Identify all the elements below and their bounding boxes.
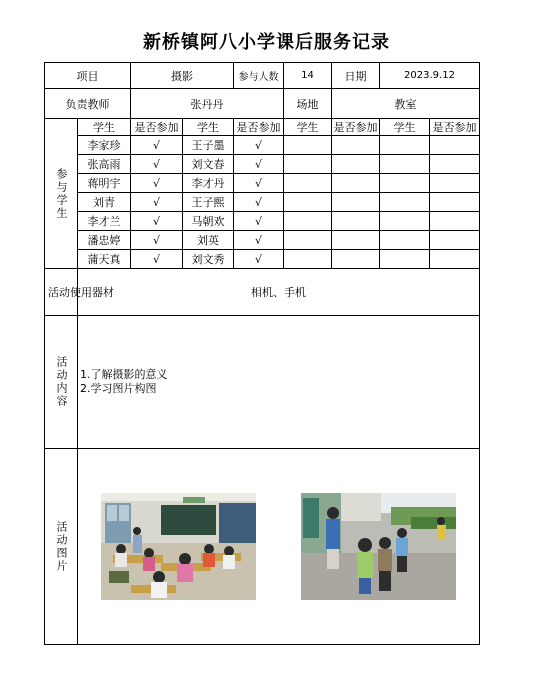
check-mark: √ xyxy=(234,231,284,250)
outdoor-photo xyxy=(301,493,456,600)
page-title: 新桥镇阿八小学课后服务记录 xyxy=(143,32,390,53)
student-name: 王子熙 xyxy=(183,193,234,212)
empty-cell xyxy=(284,212,332,231)
col-attend: 是否参加 xyxy=(332,119,380,136)
table-row xyxy=(45,136,480,155)
check-mark: √ xyxy=(131,155,183,174)
empty-cell xyxy=(284,250,332,269)
empty-cell xyxy=(332,231,380,250)
check-mark: √ xyxy=(131,136,183,155)
project-value: 摄影 xyxy=(131,63,234,89)
student-name: 李才兰 xyxy=(78,212,131,231)
equipment-value: 相机、手机 xyxy=(78,269,480,316)
count-label: 参与人数 xyxy=(234,63,284,89)
col-student: 学生 xyxy=(78,119,131,136)
empty-cell xyxy=(332,155,380,174)
student-name: 刘文春 xyxy=(183,155,234,174)
photos-label: 活动图片 xyxy=(45,449,78,645)
check-mark: √ xyxy=(234,212,284,231)
student-name: 蒋明宇 xyxy=(78,174,131,193)
table-row xyxy=(45,212,480,231)
teacher-value: 张丹丹 xyxy=(131,89,284,119)
project-label: 项目 xyxy=(45,63,131,89)
check-mark: √ xyxy=(131,174,183,193)
empty-cell xyxy=(284,231,332,250)
empty-cell xyxy=(430,174,480,193)
check-mark: √ xyxy=(131,212,183,231)
student-name: 蒲天真 xyxy=(78,250,131,269)
student-name: 马朝欢 xyxy=(183,212,234,231)
check-mark: √ xyxy=(234,155,284,174)
activity-content xyxy=(78,316,480,449)
col-attend: 是否参加 xyxy=(430,119,480,136)
count-value: 14 xyxy=(284,63,332,89)
empty-cell xyxy=(380,174,430,193)
student-name: 李才丹 xyxy=(183,174,234,193)
empty-cell xyxy=(380,155,430,174)
venue-label: 场地 xyxy=(284,89,332,119)
col-student: 学生 xyxy=(183,119,234,136)
empty-cell xyxy=(284,193,332,212)
empty-cell xyxy=(284,174,332,193)
empty-cell xyxy=(430,231,480,250)
photos-cell xyxy=(78,449,480,645)
check-mark: √ xyxy=(234,174,284,193)
student-name: 刘青 xyxy=(78,193,131,212)
student-name: 李家珍 xyxy=(78,136,131,155)
empty-cell xyxy=(380,250,430,269)
check-mark: √ xyxy=(131,193,183,212)
activity-label: 活动内容 xyxy=(45,316,78,449)
venue-value: 教室 xyxy=(332,89,480,119)
empty-cell xyxy=(430,212,480,231)
student-name: 刘文秀 xyxy=(183,250,234,269)
table-row xyxy=(45,155,480,174)
table-row xyxy=(45,231,480,250)
empty-cell xyxy=(332,136,380,155)
col-attend: 是否参加 xyxy=(131,119,183,136)
equipment-label: 活动使用器材 xyxy=(45,269,78,316)
student-name: 王子墨 xyxy=(183,136,234,155)
empty-cell xyxy=(332,250,380,269)
empty-cell xyxy=(380,231,430,250)
empty-cell xyxy=(430,136,480,155)
activity-line: 1.了解摄影的意义 xyxy=(80,368,168,381)
check-mark: √ xyxy=(234,136,284,155)
table-row xyxy=(45,174,480,193)
empty-cell xyxy=(380,136,430,155)
check-mark: √ xyxy=(131,250,183,269)
empty-cell xyxy=(430,155,480,174)
empty-cell xyxy=(380,193,430,212)
empty-cell xyxy=(284,155,332,174)
classroom-photo xyxy=(101,493,256,600)
activity-line: 2.学习图片构图 xyxy=(80,382,157,395)
empty-cell xyxy=(332,174,380,193)
student-name: 潘忠婷 xyxy=(78,231,131,250)
col-attend: 是否参加 xyxy=(234,119,284,136)
empty-cell xyxy=(430,193,480,212)
empty-cell xyxy=(332,212,380,231)
date-label: 日期 xyxy=(332,63,380,89)
col-student: 学生 xyxy=(284,119,332,136)
empty-cell xyxy=(332,193,380,212)
check-mark: √ xyxy=(234,193,284,212)
check-mark: √ xyxy=(131,231,183,250)
table-row xyxy=(45,250,480,269)
student-name: 刘英 xyxy=(183,231,234,250)
table-row xyxy=(45,193,480,212)
date-value: 2023.9.12 xyxy=(380,63,480,89)
teacher-label: 负责教师 xyxy=(45,89,131,119)
record-table xyxy=(44,62,480,645)
students-section-label: 参与学生 xyxy=(45,119,78,269)
col-student: 学生 xyxy=(380,119,430,136)
empty-cell xyxy=(284,136,332,155)
empty-cell xyxy=(380,212,430,231)
check-mark: √ xyxy=(234,250,284,269)
empty-cell xyxy=(430,250,480,269)
student-name: 张高雨 xyxy=(78,155,131,174)
